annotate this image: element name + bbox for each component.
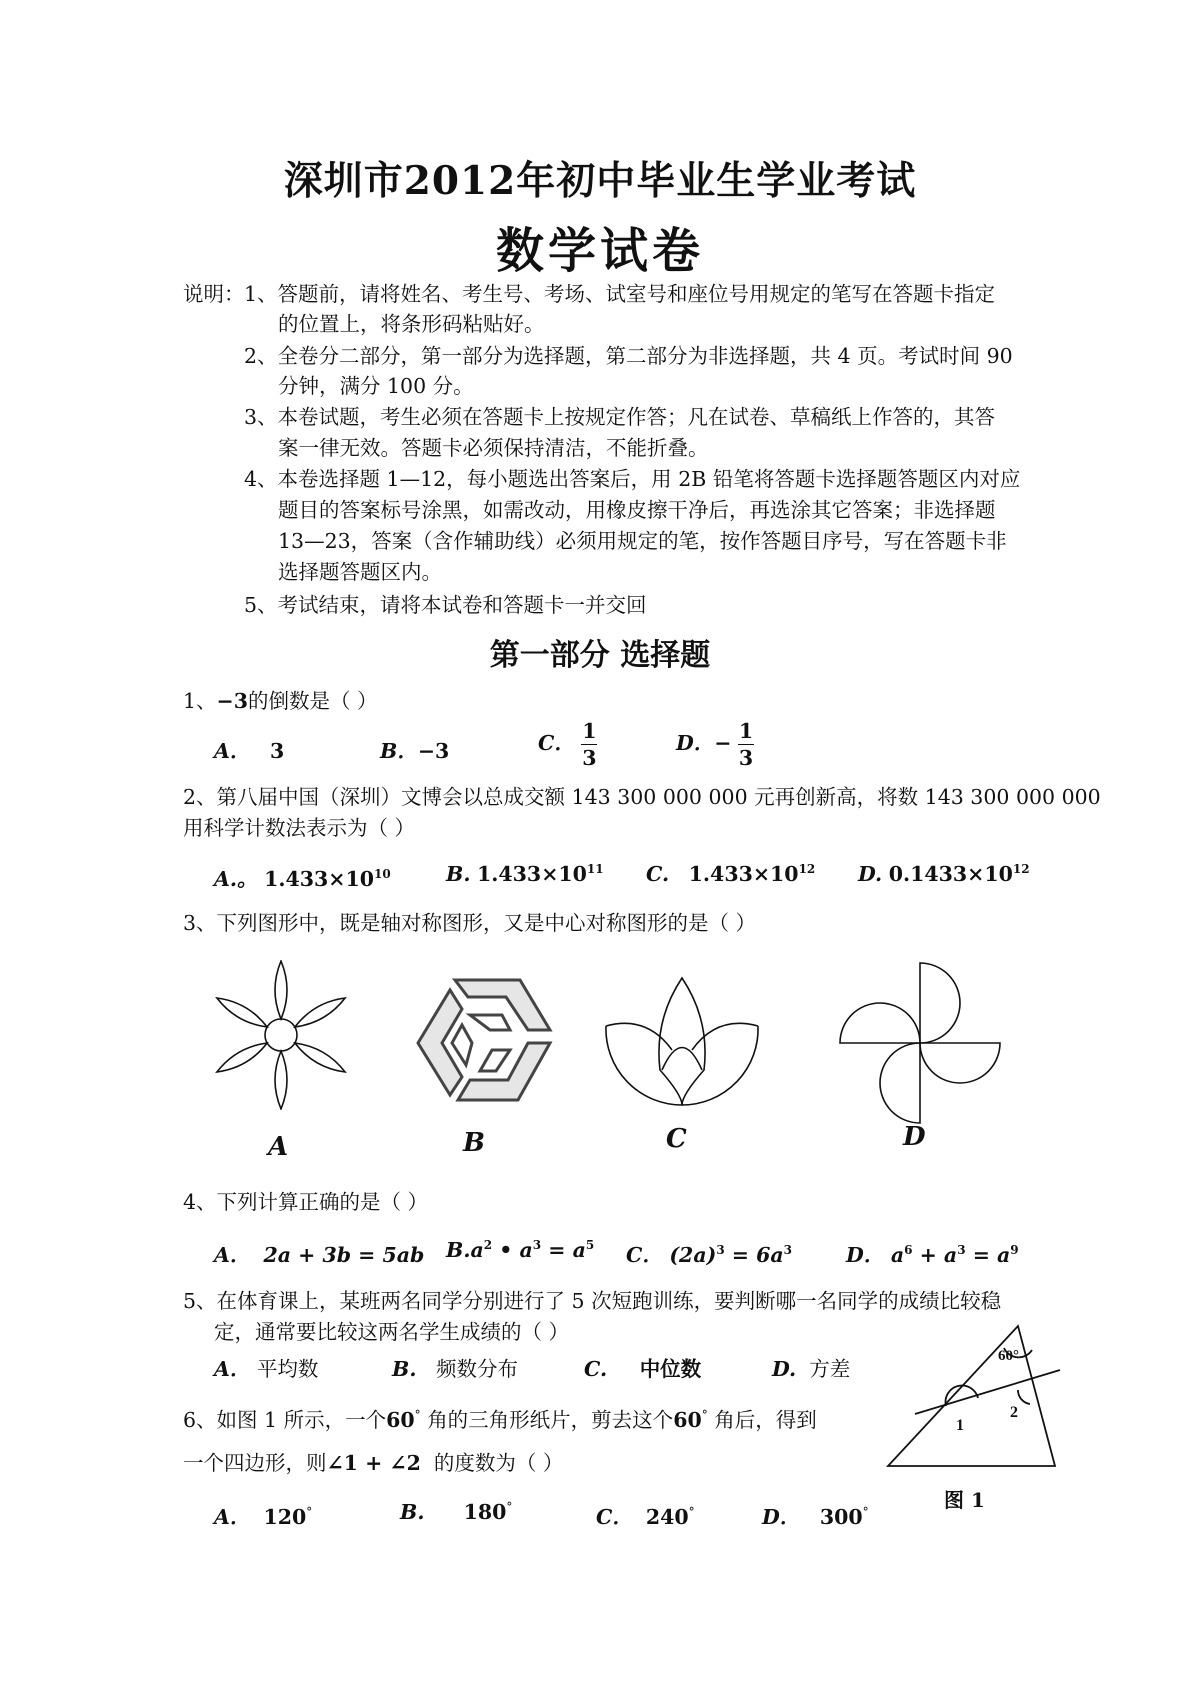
q2-option-a: A.。 $1.433\times 10^{10}$ xyxy=(214,867,391,891)
q1-option-b: B．−3 xyxy=(380,739,450,763)
q6-option-a: A． 120° xyxy=(214,1505,313,1529)
instruction-line-7: 4、本卷选择题 1—12，每小题选出答案后，用 2B 铅笔将答题卡选择题答题区内对应 xyxy=(244,467,1021,491)
q5-option-c: C. 中位数 xyxy=(584,1357,702,1381)
figure-c-label: C xyxy=(666,1124,687,1154)
question-2-line-1: 2、第八届中国（深圳）文博会以总成交额 143 300 000 000 元再创新高，将数 143 300 000 000 xyxy=(183,785,1101,809)
instruction-line-8: 题目的答案标号涂黑，如需改动，用橡皮擦干净后，再选涂其它答案；非选择题 xyxy=(278,498,996,522)
exam-title: 深圳市2012年初中毕业生学业考试 xyxy=(283,158,917,204)
instructions-lead: 说明： xyxy=(183,282,245,306)
instruction-line-6: 案一律无效。答题卡必须保持清洁，不能折叠。 xyxy=(278,436,709,460)
q6-option-d: D． 300° xyxy=(762,1505,869,1529)
section-title: 第一部分 选择题 xyxy=(489,638,711,673)
instruction-line-11: 5、考试结束，请将本试卷和答题卡一并交回 xyxy=(244,593,647,617)
q5-option-d: D. 方差 xyxy=(772,1357,851,1381)
question-1-stem: 1、−3的倒数是（ ） xyxy=(183,689,378,713)
figure-a-flower xyxy=(206,960,356,1110)
q1-option-c: C． $\frac{1}{3}$ xyxy=(538,719,597,770)
q4-option-c: C． $(2a)^3 = 6a^3$ xyxy=(626,1243,793,1267)
q5-option-b: B. 频数分布 xyxy=(392,1357,519,1381)
question-2-line-2: 用科学计数法表示为（ ） xyxy=(183,816,416,840)
fraction: $\frac{1}{3}$ xyxy=(738,719,754,770)
figure-d-label: D xyxy=(903,1122,926,1152)
q1-option-d: D．− $\frac{1}{3}$ xyxy=(676,719,754,770)
instruction-line-2: 的位置上，将条形码粘贴好。 xyxy=(278,312,545,336)
figure-b-logo xyxy=(410,975,560,1115)
q4-option-d: D． $a^6 + a^3 = a^9$ xyxy=(846,1243,1019,1267)
q5-option-a: A． 平均数 xyxy=(214,1357,319,1381)
figure-a-label: A xyxy=(268,1132,289,1162)
question-4-stem: 4、下列计算正确的是（ ） xyxy=(183,1190,429,1214)
question-3-stem: 3、下列图形中，既是轴对称图形，又是中心对称图形的是（ ） xyxy=(183,911,757,935)
question-6-line-1: 6、如图 1 所示，一个60° 角的三角形纸片，剪去这个60° 角后，得到 xyxy=(183,1407,817,1432)
q6-option-b: B. 180° xyxy=(400,1500,513,1524)
instruction-line-1: 1、答题前，请将姓名、考生号、考场、试室号和座位号用规定的笔写在答题卡指定 xyxy=(244,282,996,306)
q6-option-c: C． 240° xyxy=(596,1505,695,1529)
figure-1-label-1: 1 xyxy=(956,1417,964,1434)
figure-1-angle-label: 60° xyxy=(998,1348,1019,1364)
q4-option-b: $B.a^2$ • $a^3 = a^5$ xyxy=(446,1238,595,1262)
figure-1-triangle xyxy=(880,1318,1070,1478)
q1-option-a: A． 3 xyxy=(214,739,285,763)
figure-1-label-2: 2 xyxy=(1010,1404,1018,1421)
q2-option-b: B. $1.433\times 10^{11}$ xyxy=(446,862,604,886)
figure-b-label: B xyxy=(463,1128,485,1158)
fraction: $\frac{1}{3}$ xyxy=(582,719,597,770)
instruction-line-9: 13—23，答案（含作辅助线）必须用规定的笔，按作答题目序号，写在答题卡非 xyxy=(278,529,1007,553)
figure-c-lotus xyxy=(602,970,762,1110)
exam-subtitle: 数学试卷 xyxy=(495,223,704,279)
q2-option-d: D. $0.1433\times 10^{12}$ xyxy=(858,862,1030,886)
question-5-line-1: 5、在体育课上，某班两名同学分别进行了 5 次短跑训练，要判断哪一名同学的成绩比较稳 xyxy=(183,1289,1002,1313)
instruction-line-10: 选择题答题区内。 xyxy=(278,560,442,584)
q4-option-a: A． 2a + 3b = 5ab xyxy=(214,1243,425,1267)
instruction-line-3: 2、全卷分二部分，第一部分为选择题，第二部分为非选择题，共 4 页。考试时间 90 xyxy=(244,344,1013,368)
question-6-line-2: 一个四边形，则∠1 + ∠2 的度数为（ ） xyxy=(183,1451,564,1475)
instruction-line-4: 分钟，满分 100 分。 xyxy=(278,374,474,398)
instruction-line-5: 3、本卷试题，考生必须在答题卡上按规定作答；凡在试卷、草稿纸上作答的，其答 xyxy=(244,405,996,429)
q2-option-c: C. $1.433\times 10^{12}$ xyxy=(646,862,816,886)
figure-d-pinwheel xyxy=(835,958,1005,1128)
figure-1-caption: 图 1 xyxy=(944,1488,985,1512)
question-5-line-2: 定，通常要比较这两名学生成绩的（ ） xyxy=(214,1320,570,1344)
